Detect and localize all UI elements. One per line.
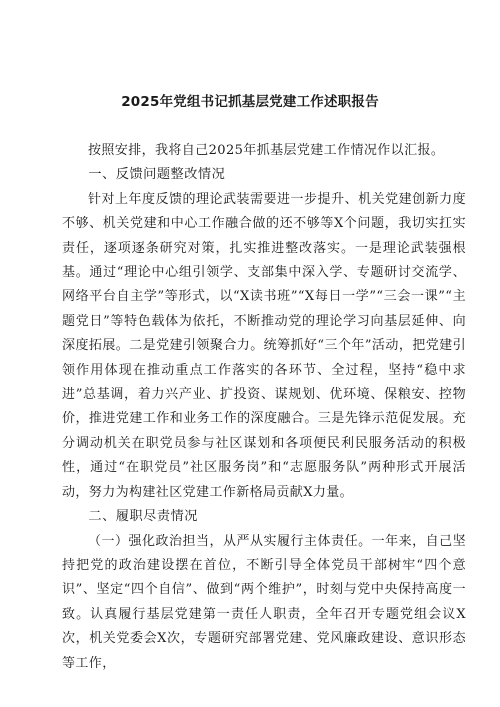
section-1-paragraph: 针对上年度反馈的理论武装需要进一步提升、机关党建创新力度不够、机关党建和中心工作融合做的还不够等X个问题，我切实扛实责任，逐项逐条研究对策，扎实推进整改落实。一是理论武装强根基。通过“理论中心组引领学、支部集中深入学、专题研讨交流学、网络平台自主学”等形式，以“X读书班”“X每日一学”“三会一课”“主题党日”等特色载体为依托，不断推动党的理论学习向基层延伸、向深度拓展。二是党建引领聚合力。统筹抓好“三个年”活动，把党建引领作用体现在推动重点工作落实的各环节、全过程，坚持“稳中求进”总基调，着力兴产业、扩投资、谋规划、优环境、保粮安、控物价，推进党建工作和业务工作的深度融合。三是先锋示范促发展。充分调动机关在职党员参与社区谋划和各项便民利民服务活动的积极性，通过“在职党员”社区服务岗”和“志愿服务队”两种形式开展活动，努力为构建社区党建工作新格局贡献X力量。 <box>62 191 466 500</box>
document-body <box>62 139 466 676</box>
intro-paragraph: 按照安排，我将自己2025年抓基层党建工作情况作以汇报。 <box>88 143 445 158</box>
section-2-paragraph: （一）强化政治担当，从严从实履行主体责任。一年来，自己坚持把党的政治建设摆在首位，不断引导全体党员干部树牢“四个意识”、坚定“四个自信”、做到“两个维护”，时刻与党中央保持高度一致。认真履行基层党建第一责任人职责，全年召开专题党组会议X次，机关党委会X次，专题研究部署党建、党风廉政建设、意识形态等工作， <box>62 533 466 671</box>
document-title: 2025年党组书记抓基层党建工作述职报告 <box>121 94 379 110</box>
section-heading-1: 一、反馈问题整改情况 <box>88 167 226 183</box>
section-heading-2: 二、履职尽责情况 <box>88 509 198 525</box>
